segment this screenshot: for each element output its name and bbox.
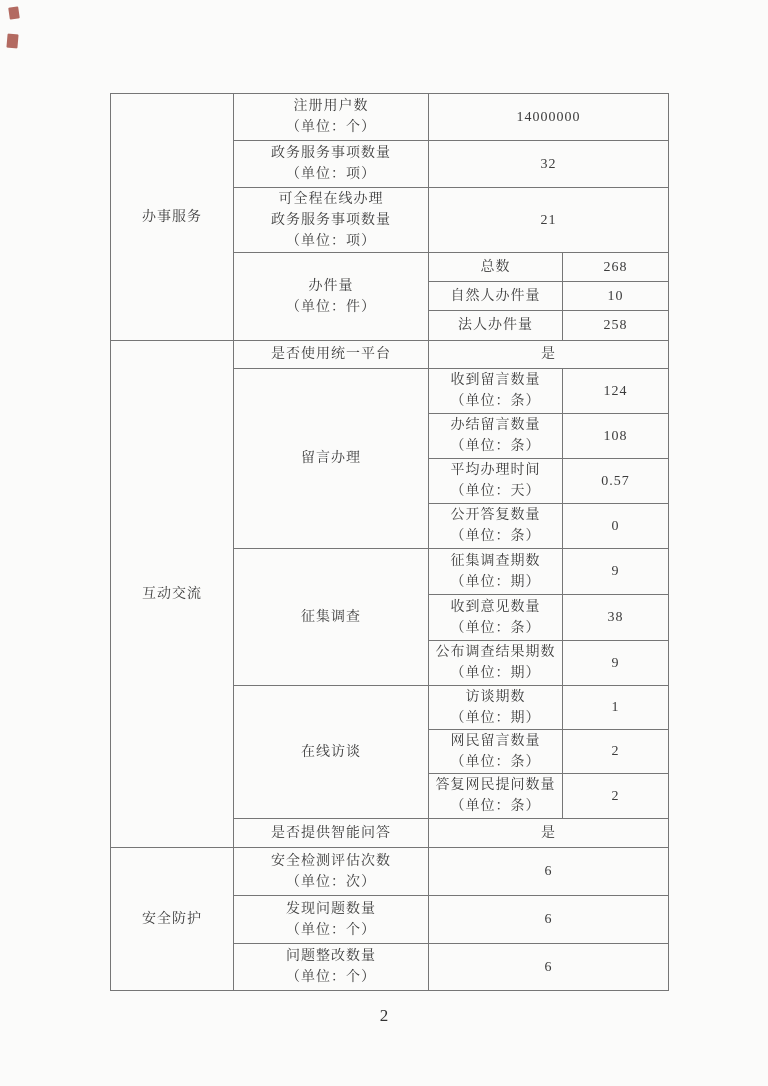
- item-label: 征集调查期数: [450, 553, 541, 569]
- subrow-survey-results-published-value: 9: [563, 641, 669, 686]
- item-label: 网民留言数量: [450, 733, 541, 749]
- item-unit: （单位：项）: [286, 233, 376, 249]
- item-label: 公开答复数量: [450, 508, 541, 523]
- row-registered-users-value: 14000000: [429, 94, 669, 141]
- subrow-survey-results-published-label: [429, 641, 563, 686]
- category-security: [111, 848, 234, 991]
- group-online-interview: 在线访谈: [234, 686, 429, 819]
- subrow-netizen-messages-value: 2: [563, 730, 669, 774]
- row-unified-platform-value: 是: [429, 341, 669, 369]
- subrow-avg-handling-time-value: 0.57: [563, 459, 669, 504]
- item-unit: （单位：期）: [450, 666, 541, 681]
- row-smart-qa-value: 是: [429, 819, 669, 848]
- subrow-completed-messages-value: 108: [563, 414, 669, 459]
- row-online-full-process-items-label: [234, 188, 429, 253]
- subrow-survey-periods-label: [429, 549, 563, 595]
- item-unit: （单位：次）: [286, 874, 376, 890]
- category-label: 互动交流: [142, 586, 202, 602]
- item-unit: （单位：个）: [286, 120, 376, 135]
- subrow-public-replies-label: [429, 504, 563, 549]
- item-label: 办结留言数量: [450, 418, 541, 433]
- subrow-netizen-messages-label: [429, 730, 563, 774]
- item-label: 安全检测评估次数: [271, 853, 391, 869]
- item-label: 注册用户数: [293, 99, 369, 114]
- subrow-received-messages-value: 124: [563, 369, 669, 414]
- item-unit: （单位：条）: [450, 799, 541, 814]
- item-unit: （单位：期）: [450, 574, 541, 590]
- annual-report-table: [110, 93, 669, 991]
- item-label: 收到意见数量: [450, 599, 541, 615]
- row-online-full-process-items-value: 21: [429, 188, 669, 253]
- item-unit: （单位：条）: [450, 394, 541, 409]
- row-unified-platform-label: 是否使用统一平台: [234, 341, 429, 369]
- group-survey-collection: 征集调查: [234, 549, 429, 686]
- item-label: 收到留言数量: [450, 373, 541, 388]
- subrow-legal-person-value: 258: [563, 311, 669, 341]
- subrow-total-value: 268: [563, 253, 669, 282]
- item-label: 问题整改数量: [286, 949, 376, 964]
- row-gov-service-items-value: 32: [429, 141, 669, 188]
- subrow-interview-periods-value: 1: [563, 686, 669, 730]
- item-label: 公布调查结果期数: [435, 645, 556, 660]
- item-label: 政务服务事项数量: [271, 212, 391, 228]
- subrow-public-replies-value: 0: [563, 504, 669, 549]
- row-smart-qa-label: 是否提供智能问答: [234, 819, 429, 848]
- subrow-natural-person-label: 自然人办件量: [429, 282, 563, 311]
- group-unit: （单位：件）: [286, 299, 376, 315]
- subrow-opinions-received-value: 38: [563, 595, 669, 641]
- subrow-survey-periods-value: 9: [563, 549, 669, 595]
- subrow-completed-messages-label: [429, 414, 563, 459]
- subrow-total-label: 总数: [429, 253, 563, 282]
- item-label: 政务服务事项数量: [271, 146, 391, 161]
- subrow-natural-person-value: 10: [563, 282, 669, 311]
- item-unit: （单位：条）: [450, 439, 541, 454]
- row-security-checks-label: [234, 848, 429, 896]
- subrow-interview-periods-label: [429, 686, 563, 730]
- item-unit: （单位：期）: [450, 710, 541, 726]
- category-interaction: [111, 341, 234, 848]
- item-label: 答复网民提问数量: [435, 778, 556, 793]
- subrow-replies-to-netizens-value: 2: [563, 774, 669, 819]
- item-label: 平均办理时间: [450, 463, 541, 478]
- group-label: 办件量: [308, 278, 354, 294]
- item-unit: （单位：条）: [450, 529, 541, 544]
- category-service: [111, 94, 234, 341]
- row-problems-rectified-value: 6: [429, 944, 669, 991]
- item-label: 可全程在线办理: [278, 191, 384, 207]
- category-label: 安全防护: [142, 911, 202, 927]
- item-label: 访谈期数: [465, 689, 526, 705]
- subrow-replies-to-netizens-label: [429, 774, 563, 819]
- subrow-legal-person-label: 法人办件量: [429, 311, 563, 341]
- item-unit: （单位：项）: [286, 167, 376, 182]
- category-label: 办事服务: [142, 209, 202, 225]
- item-unit: （单位：个）: [286, 922, 376, 938]
- item-label: 发现问题数量: [286, 901, 376, 917]
- scan-artifact-mark: [8, 6, 20, 19]
- subrow-opinions-received-label: [429, 595, 563, 641]
- row-problems-found-label: [234, 896, 429, 944]
- row-security-checks-value: 6: [429, 848, 669, 896]
- subrow-avg-handling-time-label: [429, 459, 563, 504]
- scan-artifact-mark: [6, 34, 18, 49]
- group-message-handling: 留言办理: [234, 369, 429, 549]
- row-gov-service-items-label: [234, 141, 429, 188]
- group-case-volume: [234, 253, 429, 341]
- row-problems-found-value: 6: [429, 896, 669, 944]
- item-unit: （单位：个）: [286, 970, 376, 985]
- item-unit: （单位：天）: [450, 484, 541, 499]
- item-unit: （单位：条）: [450, 754, 541, 770]
- subrow-received-messages-label: [429, 369, 563, 414]
- item-unit: （单位：条）: [450, 620, 541, 636]
- page-number: 2: [379, 1006, 389, 1025]
- row-registered-users-label: [234, 94, 429, 141]
- row-problems-rectified-label: [234, 944, 429, 991]
